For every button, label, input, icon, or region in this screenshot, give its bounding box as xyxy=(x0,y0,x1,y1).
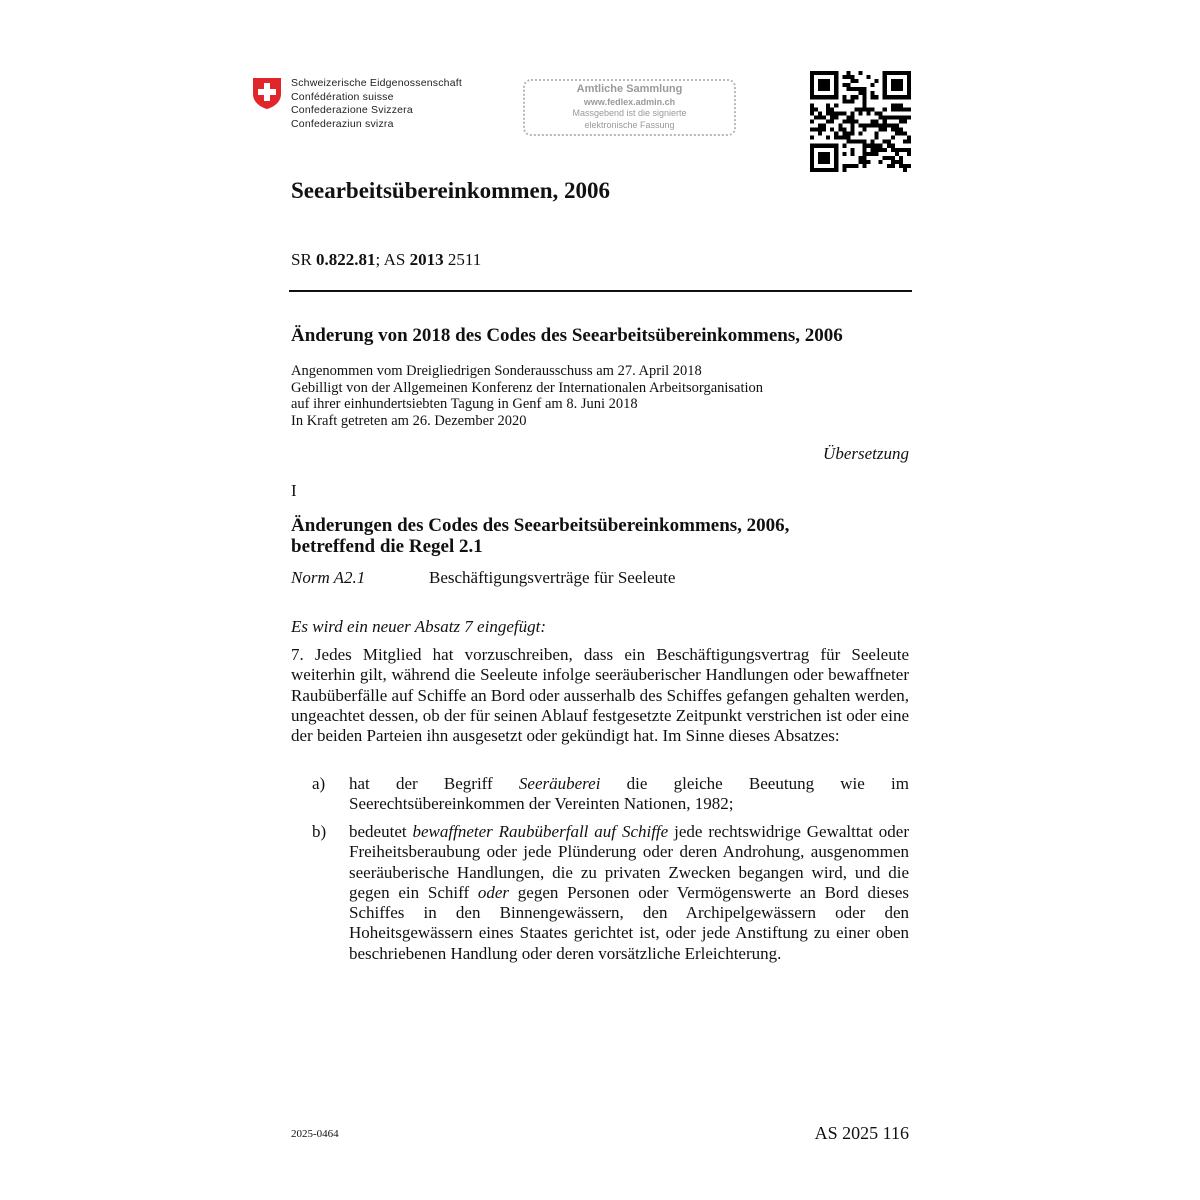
item-a-label: a) xyxy=(312,774,326,793)
norm-label: Norm A2.1 xyxy=(291,568,366,587)
paragraph-7: 7. Jedes Mitglied hat vorzuschreiben, dass ein Beschäftigungsvertrag für Seeleute weiterhin gilt, während die Seeleute infolge seeräuberischer Handlungen oder bewaffneter Raubüberfälle auf Schiffe an Bord oder ausserhalb des Schiffes gefangen gehalten werden, ungeachtet dessen, ob der für seinen Ablauf festgesetzte Zeitpunkt verstrichen ist oder eine der beiden Parteien ihn ausgesetzt oder gekündigt hat. Im Sinne dieses Absatzes: xyxy=(291,645,909,746)
item-b-label: b) xyxy=(312,822,327,841)
item-a-text-start: hat der Begriff xyxy=(349,774,519,793)
stamp-note-line2: elektronische Fassung xyxy=(584,120,675,130)
amendment-title: Änderung von 2018 des Codes des Seearbeitsübereinkommens, 2006 xyxy=(291,325,843,346)
swiss-coat-of-arms-logo xyxy=(252,76,282,110)
part-number: I xyxy=(291,481,297,500)
sr-number: 0.822.81 xyxy=(316,250,376,269)
session-line: auf ihrer einhundertsiebten Tagung in Genf am 8. Juni 2018 xyxy=(291,396,638,412)
as-prefix: ; AS xyxy=(375,250,410,269)
footer-document-number: 2025-0464 xyxy=(291,1128,339,1140)
document-title: Seearbeitsübereinkommen, 2006 xyxy=(291,178,611,203)
insertion-instruction: Es wird ein neuer Absatz 7 eingefügt: xyxy=(291,617,546,636)
stamp-title: Amtliche Sammlung xyxy=(576,83,683,95)
confederation-name-fr: Confédération suisse xyxy=(291,90,394,103)
item-b-text-middle: jede rechtswidrige Gewalttat oder Freiheitsberaubung oder jede Plünderung oder deren Androhung, ausgenommen seeräuberische Handlungen, die zu privaten Zwecken begangen wird, und die gegen ein Schiff xyxy=(349,822,909,902)
as-year: 2013 xyxy=(409,250,444,269)
section-title-line1: Änderungen des Codes des Seearbeitsübereinkommens, 2006, xyxy=(291,515,790,536)
confederation-names xyxy=(291,77,462,131)
section-title xyxy=(291,515,789,557)
item-b-term-oder: oder xyxy=(477,882,510,902)
approval-line: Gebilligt von der Allgemeinen Konferenz der Internationalen Arbeitsorganisation xyxy=(291,379,764,396)
adoption-details xyxy=(291,363,763,429)
confederation-name-de: Schweizerische Eidgenossenschaft xyxy=(291,77,462,89)
sr-prefix: SR xyxy=(291,250,317,269)
item-b-term: bewaffneter Raubüberfall auf Schiffe xyxy=(412,822,669,841)
item-b-text-start: bedeutet xyxy=(349,822,413,841)
adoption-line: Angenommen vom Dreigliedrigen Sonderausschuss am 27. April 2018 xyxy=(291,363,702,379)
translation-note: Übersetzung xyxy=(823,444,909,463)
footer-as-reference: AS 2025 116 xyxy=(814,1123,909,1143)
sr-reference-line xyxy=(291,250,481,270)
stamp-note-line1: Massgebend ist die signierte xyxy=(572,108,687,118)
item-a-term: Seeräuberei xyxy=(518,774,601,793)
as-page: 2511 xyxy=(443,250,482,269)
official-collection-stamp xyxy=(523,79,736,136)
item-b-text xyxy=(349,822,909,964)
confederation-name-it: Confederazione Svizzera xyxy=(291,104,413,117)
header-divider xyxy=(289,290,912,292)
section-title-line2: betreffend die Regel 2.1 xyxy=(291,536,483,557)
item-a-text-end: die gleiche Beeutung wie im Seerechtsübereinkommen der Vereinten Nationen, 1982; xyxy=(349,774,909,814)
entry-into-force-line: In Kraft getreten am 26. Dezember 2020 xyxy=(291,412,527,429)
confederation-name-rm: Confederaziun svizra xyxy=(291,117,394,130)
qr-code xyxy=(810,71,911,172)
item-b-text-end: gegen Personen oder Vermögenswerte an Bord dieses Schiffes in den Binnengewässern, den Archipelgewässern oder den Hoheitsgewässern eines Staates gerichtet ist, oder jede Anstiftung zu einer oben beschriebenen Handlung oder deren vorsätzliche Erleichterung. xyxy=(349,882,909,963)
item-a-text xyxy=(349,774,909,815)
stamp-url: www.fedlex.admin.ch xyxy=(583,97,676,107)
norm-heading: Beschäftigungsverträge für Seeleute xyxy=(429,568,676,587)
